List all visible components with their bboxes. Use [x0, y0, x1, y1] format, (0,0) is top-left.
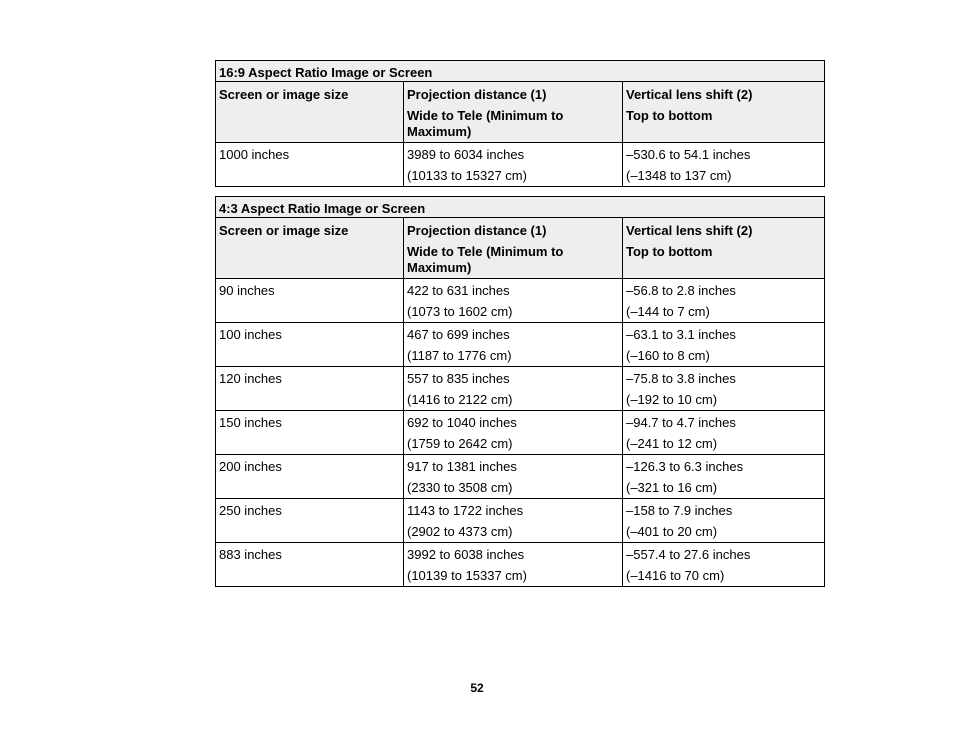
cell-shift: [623, 143, 825, 187]
distance-cm: (1073 to 1602 cm): [407, 304, 513, 319]
table-row: [216, 543, 825, 587]
table-header-row: [216, 82, 825, 143]
distance-inches: 692 to 1040 inches: [407, 415, 517, 430]
header-projection-distance-label: Projection distance (1): [407, 87, 547, 102]
header-vertical-shift: [623, 218, 825, 279]
table-16-9: [215, 60, 825, 187]
distance-cm: (1759 to 2642 cm): [407, 436, 513, 451]
distance-inches: 557 to 835 inches: [407, 371, 510, 386]
shift-cm: (–321 to 16 cm): [626, 480, 718, 495]
shift-cm: (–1348 to 137 cm): [626, 168, 732, 183]
shift-inches: –158 to 7.9 inches: [626, 503, 733, 518]
cell-size: 100 inches: [216, 323, 404, 367]
shift-inches: –94.7 to 4.7 inches: [626, 415, 736, 430]
shift-inches: –530.6 to 54.1 inches: [626, 147, 751, 162]
header-vertical-shift-sub: Top to bottom: [626, 108, 713, 123]
header-vertical-shift: [623, 82, 825, 143]
table-row: [216, 143, 825, 187]
shift-cm: (–192 to 10 cm): [626, 392, 718, 407]
shift-inches: –75.8 to 3.8 inches: [626, 371, 736, 386]
distance-cm: (2330 to 3508 cm): [407, 480, 513, 495]
cell-shift: [623, 499, 825, 543]
header-vertical-shift-label: Vertical lens shift (2): [626, 223, 753, 238]
cell-size: 120 inches: [216, 367, 404, 411]
table-header-row: [216, 218, 825, 279]
cell-size: 200 inches: [216, 455, 404, 499]
cell-size: 250 inches: [216, 499, 404, 543]
table-title: 16:9 Aspect Ratio Image or Screen: [216, 61, 825, 82]
cell-shift: [623, 543, 825, 587]
table-row: [216, 323, 825, 367]
table-row: [216, 455, 825, 499]
table-title-row: [216, 197, 825, 218]
table-row: [216, 367, 825, 411]
cell-shift: [623, 367, 825, 411]
cell-distance: [404, 411, 623, 455]
shift-inches: –56.8 to 2.8 inches: [626, 283, 736, 298]
cell-shift: [623, 411, 825, 455]
table-title: 4:3 Aspect Ratio Image or Screen: [216, 197, 825, 218]
cell-distance: [404, 323, 623, 367]
cell-distance: [404, 499, 623, 543]
distance-cm: (1416 to 2122 cm): [407, 392, 513, 407]
distance-inches: 467 to 699 inches: [407, 327, 510, 342]
header-projection-distance: [404, 218, 623, 279]
table-title-row: [216, 61, 825, 82]
header-screen-size: Screen or image size: [216, 82, 404, 143]
distance-inches: 3992 to 6038 inches: [407, 547, 525, 562]
table-row: [216, 411, 825, 455]
table-4-3: [215, 196, 825, 587]
shift-inches: –63.1 to 3.1 inches: [626, 327, 736, 342]
page-number: 52: [470, 681, 484, 695]
shift-cm: (–144 to 7 cm): [626, 304, 710, 319]
header-screen-size: Screen or image size: [216, 218, 404, 279]
shift-cm: (–160 to 8 cm): [626, 348, 710, 363]
cell-distance: [404, 367, 623, 411]
header-projection-distance-label: Projection distance (1): [407, 223, 547, 238]
table-row: [216, 499, 825, 543]
cell-size: 883 inches: [216, 543, 404, 587]
distance-inches: 1143 to 1722 inches: [407, 503, 524, 518]
cell-distance: [404, 543, 623, 587]
shift-inches: –126.3 to 6.3 inches: [626, 459, 744, 474]
header-vertical-shift-label: Vertical lens shift (2): [626, 87, 753, 102]
distance-inches: 3989 to 6034 inches: [407, 147, 525, 162]
cell-shift: [623, 279, 825, 323]
shift-inches: –557.4 to 27.6 inches: [626, 547, 751, 562]
header-projection-distance-sub: Wide to Tele (Minimum to Maximum): [407, 244, 564, 275]
cell-shift: [623, 323, 825, 367]
distance-inches: 422 to 631 inches: [407, 283, 510, 298]
distance-cm: (2902 to 4373 cm): [407, 524, 513, 539]
header-projection-distance-sub: Wide to Tele (Minimum to Maximum): [407, 108, 564, 139]
distance-cm: (10139 to 15337 cm): [407, 568, 527, 583]
distance-cm: (10133 to 15327 cm): [407, 168, 527, 183]
header-vertical-shift-sub: Top to bottom: [626, 244, 713, 259]
table-row: [216, 279, 825, 323]
header-projection-distance: [404, 82, 623, 143]
cell-distance: [404, 143, 623, 187]
shift-cm: (–241 to 12 cm): [626, 436, 718, 451]
cell-size: 1000 inches: [216, 143, 404, 187]
distance-inches: 917 to 1381 inches: [407, 459, 517, 474]
cell-size: 90 inches: [216, 279, 404, 323]
distance-cm: (1187 to 1776 cm): [407, 348, 512, 363]
cell-size: 150 inches: [216, 411, 404, 455]
cell-distance: [404, 279, 623, 323]
shift-cm: (–401 to 20 cm): [626, 524, 718, 539]
cell-distance: [404, 455, 623, 499]
shift-cm: (–1416 to 70 cm): [626, 568, 725, 583]
cell-shift: [623, 455, 825, 499]
